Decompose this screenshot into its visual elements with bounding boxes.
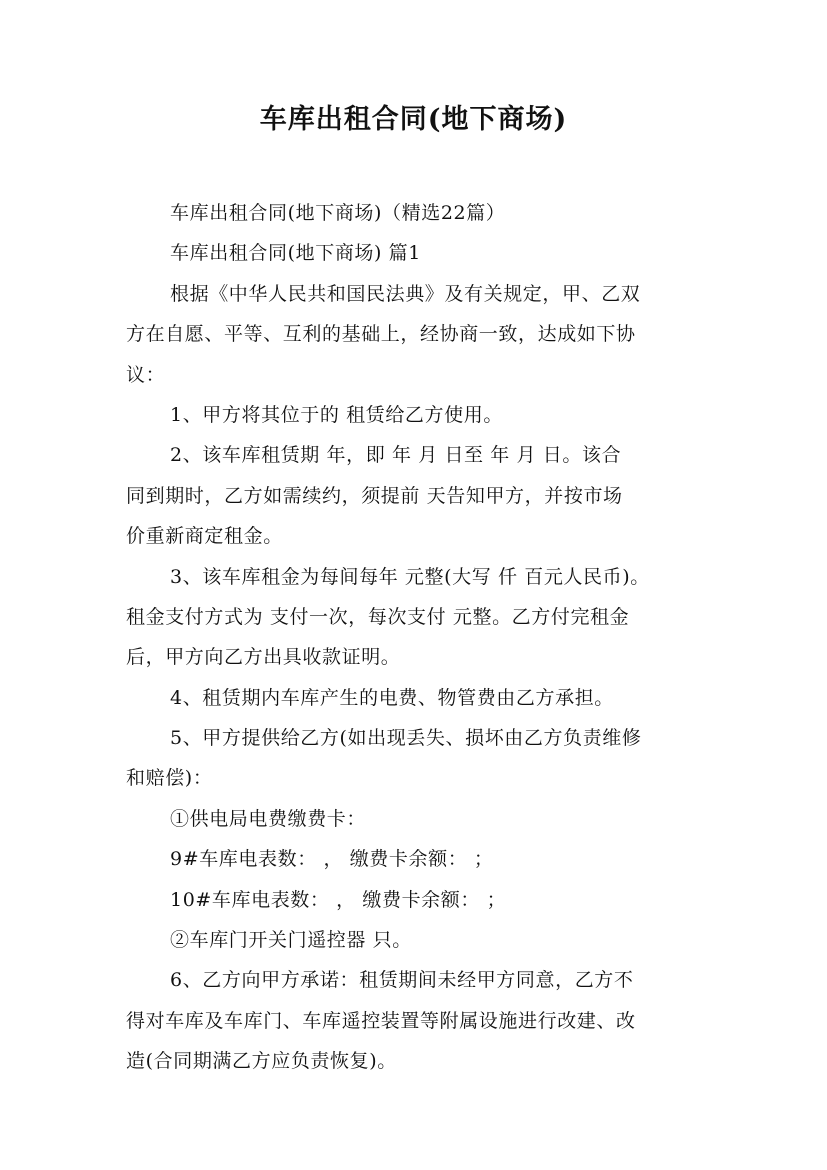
- clause-5-item-line: ②车库门开关门遥控器 只。: [170, 929, 412, 952]
- clause-5-item-line: 10#车库电表数： ， 缴费卡余额： ；: [170, 888, 507, 911]
- clause-5-item-line: 9#车库电表数： ， 缴费卡余额： ；: [170, 848, 494, 871]
- section-heading: 车库出租合同(地下商场) 篇1: [170, 242, 421, 265]
- paragraph-line: 方在自愿、平等、互利的基础上，经协商一致，达成如下协: [126, 323, 636, 346]
- clause-6-line: 造(合同期满乙方应负责恢复)。: [126, 1050, 397, 1073]
- clause-5-line: 5、甲方提供给乙方(如出现丢失、损坏由乙方负责维修: [170, 727, 642, 750]
- paragraph-line: 根据《中华人民共和国民法典》及有关规定，甲、乙双: [170, 282, 641, 305]
- clause-3-line: 租金支付方式为 支付一次，每次支付 元整。乙方付完租金: [126, 605, 630, 628]
- clause-6-line: 6、乙方向甲方承诺：租赁期间未经甲方同意，乙方不: [170, 969, 634, 992]
- clause-2-line: 价重新商定租金。: [126, 525, 283, 548]
- paragraph-line: 议：: [126, 363, 166, 386]
- clause-3-line: 3、该车库租金为每间每年 元整(大写 仟 百元人民币)。: [170, 565, 650, 588]
- clause-4-line: 4、租赁期内车库产生的电费、物管费由乙方承担。: [170, 686, 614, 709]
- clause-5-item-line: ①供电局电费缴费卡：: [170, 807, 367, 830]
- document-body: [126, 193, 716, 1082]
- document-title: 车库出租合同(地下商场): [259, 104, 568, 135]
- clause-3-line: 后，甲方向乙方出具收款证明。: [126, 646, 401, 669]
- clause-2-line: 2、该车库租赁期 年，即 年 月 日至 年 月 日。该合: [170, 444, 622, 467]
- clause-6-line: 得对车库及车库门、车库遥控装置等附属设施进行改建、改: [126, 1009, 636, 1032]
- subtitle-line: 车库出租合同(地下商场)（精选22篇）: [170, 202, 506, 224]
- clause-2-line: 同到期时，乙方如需续约，须提前 天告知甲方，并按市场: [126, 484, 623, 507]
- clause-5-line: 和赔偿)：: [126, 767, 213, 790]
- clause-1-line: 1、甲方将其位于的 租赁给乙方使用。: [170, 403, 503, 426]
